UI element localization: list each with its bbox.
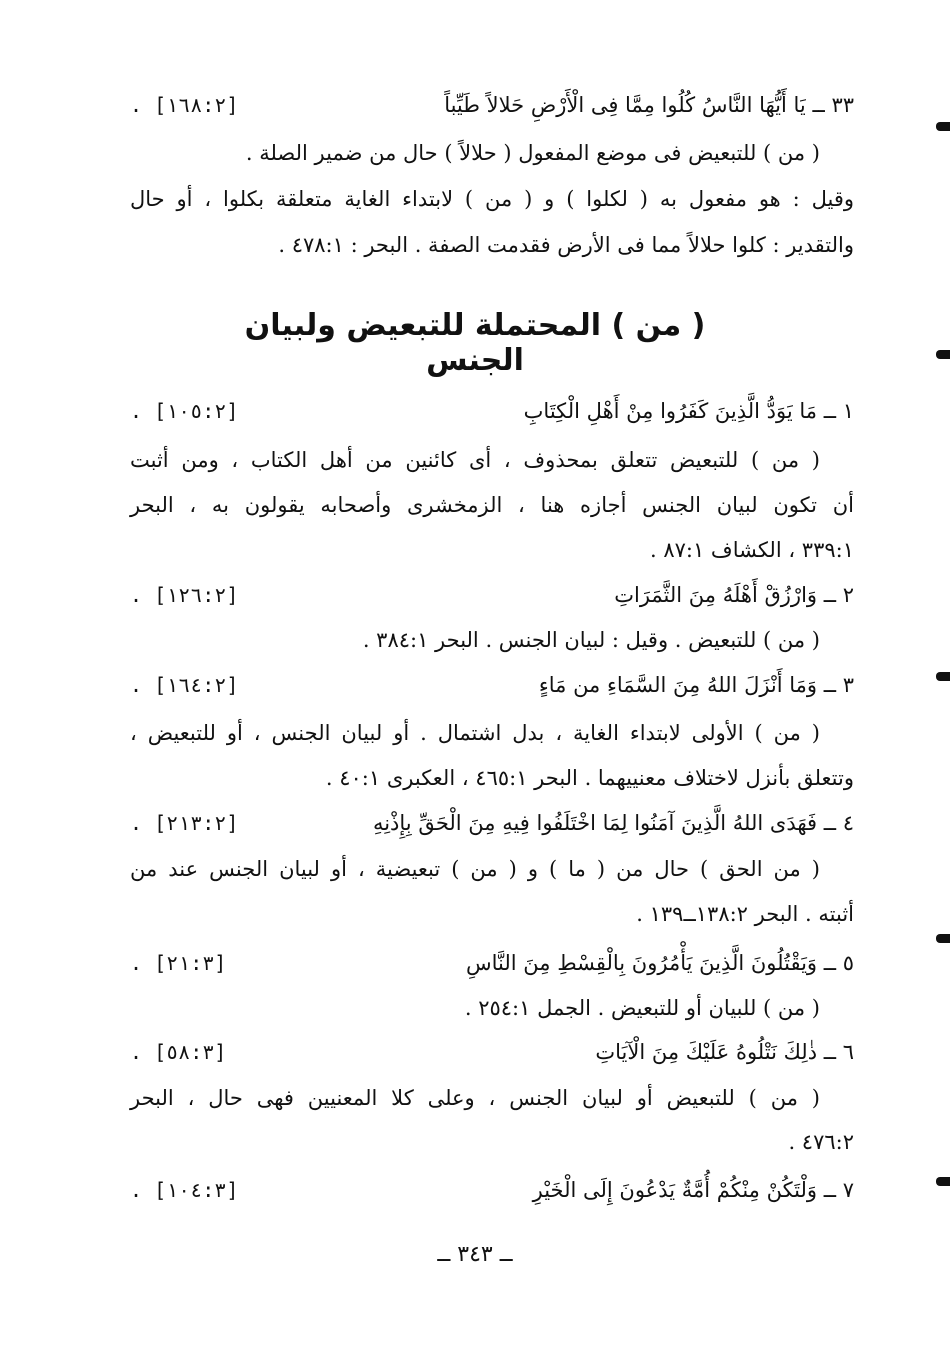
verse-reference: . [١٦٨:٢] — [130, 93, 239, 117]
verse-5 — [130, 948, 854, 978]
note-line: أن تكون لبيان الجنس أجازه هنا ، الزمخشرى وأصحابه يقولون به ، البحر — [130, 493, 854, 517]
note-line: ٣٣٩:١ ، الكشاف ٨٧:١ . — [649, 538, 854, 562]
verse-reference: . [١٠٥:٢] — [130, 399, 239, 423]
verse-reference: . [١٠٤:٣] — [130, 1178, 239, 1202]
note-line: وتتعلق بأنزل لاختلاف معنييهما . البحر ٤٦٥:١ ، العكبرى ٤٠:١ . — [325, 766, 854, 790]
verse-6 — [130, 1037, 854, 1067]
verse-33 — [130, 90, 854, 120]
verse-4 — [130, 808, 854, 838]
verse-3 — [130, 670, 854, 700]
note-line: ( من الحق ) حال من ( ما ) و ( من ) تبعيضية ، أو لبيان الجنس عند من — [130, 857, 820, 881]
verse-text: ٧ ــ وَلْتَكُنْ مِنْكُمْ أُمَّةٌ يَدْعُونَ إِلَى الْخَيْرِ — [532, 1178, 854, 1202]
note-line: ( من ) للتبعيض تتعلق بمحذوف ، أى كائنين من أهل الكتاب ، ومن أثبت — [130, 448, 820, 472]
note-line: أثبته . البحر ١٣٨:٢ــ١٣٩ . — [636, 902, 854, 926]
note-line: والتقدير : كلوا حلالاً مما فى الأرض فقدمت الصفة . البحر : ٤٧٨:١ . — [278, 233, 854, 257]
note-line: ( من ) للتبعيض أو لبيان الجنس ، وعلى كلا المعنيين فهى حال ، البحر — [130, 1086, 820, 1110]
scan-edge-mark — [936, 934, 950, 943]
note-line: وقيل : هو مفعول به ( لكلوا ) و ( من ) لابتداء الغاية متعلقة بكلوا ، أو حال — [130, 187, 854, 211]
scan-edge-mark — [936, 1177, 950, 1186]
note-line: ٤٧٦:٢ . — [788, 1130, 854, 1154]
note-line: ( من ) الأولى لابتداء الغاية ، بدل اشتمال . أو لبيان الجنس ، أو للتبعيض ، — [130, 721, 820, 745]
note-line: ( من ) للتبعيض . وقيل : لبيان الجنس . البحر ٣٨٤:١ . — [362, 628, 820, 652]
section-heading: ( من ) المحتملة للتبعيض ولبيان الجنس — [244, 308, 706, 378]
verse-2 — [130, 580, 854, 610]
verse-reference: . [٢١٣:٢] — [130, 811, 239, 835]
verse-1 — [130, 396, 854, 426]
scan-edge-mark — [936, 350, 950, 359]
verse-reference: . [١٦٤:٢] — [130, 673, 239, 697]
verse-reference: . [١٢٦:٢] — [130, 583, 239, 607]
scan-edge-mark — [936, 672, 950, 681]
verse-text: ٤ ــ فَهَدَى اللهُ الَّذِينَ آمَنُوا لِمَا اخْتَلَفُوا فِيهِ مِنَ الْحَقِّ بِإِذْنِهِ — [372, 811, 854, 835]
verse-text: ٣٣ ــ يَا أَيُّهَا النَّاسُ كُلُوا مِمَّا فِى الْأَرْضِ حَلالاً طَيِّباً — [444, 93, 854, 117]
verse-text: ٢ ــ وَارْزُقْ أَهْلَهُ مِنَ الثَّمَرَاتِ — [614, 583, 854, 607]
verse-text: ١ ــ مَا يَوَدُّ الَّذِينَ كَفَرُوا مِنْ أَهْلِ الْكِتَابِ — [523, 399, 854, 423]
verse-text: ٣ ــ وَمَا أَنْزَلَ اللهُ مِنَ السَّمَاءِ من مَاءٍ — [538, 673, 854, 697]
verse-reference: . [٢١:٣] — [130, 951, 227, 975]
note-line: ( من ) للبيان أو للتبعيض . الجمل ٢٥٤:١ . — [464, 996, 820, 1020]
page-number: ــ ٣٤٣ ــ — [437, 1242, 513, 1267]
verse-text: ٥ ــ وَيَقْتُلُونَ الَّذِينَ يَأْمُرُونَ بِالْقِسْطِ مِنَ النَّاسِ — [466, 951, 854, 975]
verse-text: ٦ ــ ذٰلِكَ نَتْلُوهُ عَلَيْكَ مِنَ الْآيَاتِ — [595, 1040, 854, 1064]
verse-reference: . [٥٨:٣] — [130, 1040, 227, 1064]
scan-edge-mark — [936, 122, 950, 131]
note-line: ( من ) للتبعيض فى موضع المفعول ( حلالاً ) حال من ضمير الصلة . — [245, 141, 820, 165]
verse-7 — [130, 1175, 854, 1205]
